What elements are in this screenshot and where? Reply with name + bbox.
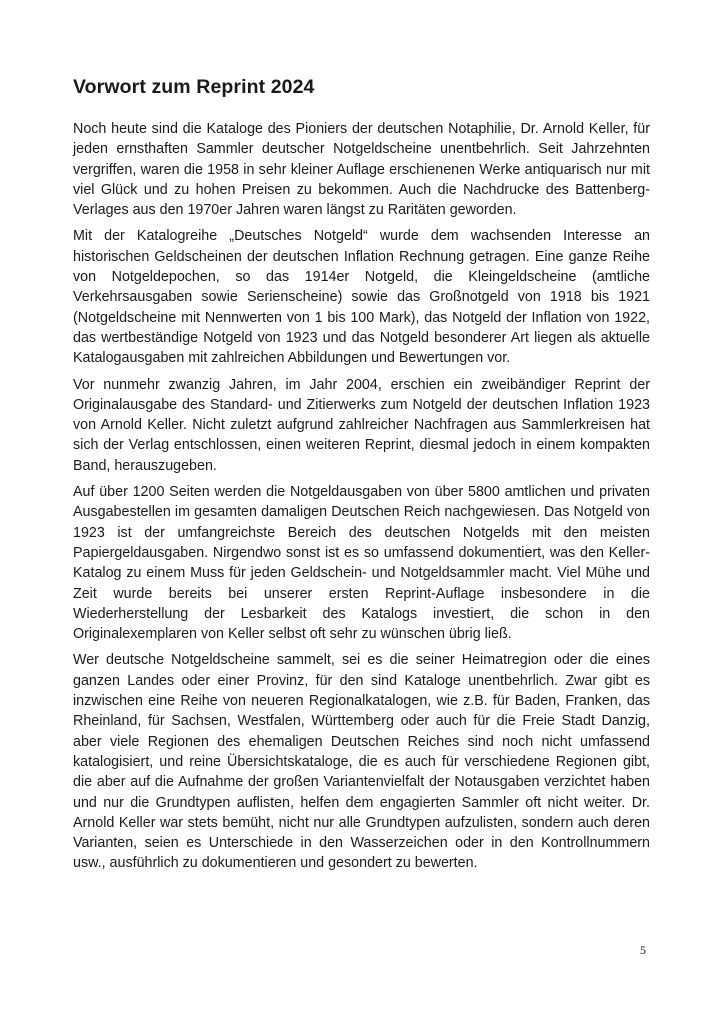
paragraph: Mit der Katalogreihe „Deutsches Notgeld“ wurde dem wachsenden Interesse an historischen Geldscheinen der deutschen Inflation Rechnung getragen. Eine ganze Reihe von Notgeldepochen, so das 1914er Notgeld, die Kleingeldscheine (amtliche Verkehrsausgaben sowie Serienscheine) sowie das Großnotgeld von 1918 bis 1921 (Notgeldscheine mit Nennwerten von 1 bis 100 Mark), das Notgeld der Inflation von 1922, das wertbeständige Notgeld von 1923 und das Notgeld besonderer Art liegen als aktuelle Katalogausgaben mit zahlreichen Abbildungen und Bewertungen vor. [73, 228, 650, 367]
paragraph: Noch heute sind die Kataloge des Pioniers der deutschen Notaphilie, Dr. Arnold Keller, für jeden ernsthaften Sammler deutscher Notgeldscheine unentbehrlich. Seit Jahrzehnten vergriffen, waren die 1958 in sehr kleiner Auflage erschienenen Werke antiquarisch nur mit viel Glück und zu hohen Preisen zu bekommen. Auch die Nachdrucke des Battenberg-Verlages aus den 1970er Jahren waren längst zu Raritäten geworden. [73, 121, 650, 219]
paragraph: Auf über 1200 Seiten werden die Notgeldausgaben von über 5800 amtlichen und privaten Ausgabestellen im gesamten damaligen Deutschen Reich nachgewiesen. Das Notgeld von 1923 ist der umfangreichste Bereich des deutschen Notgelds mit den meisten Papiergeldausgaben. Nirgendwo sonst ist es so umfassend dokumentiert, was den Keller-Katalog zu einem Muss für jeden Geldschein- und Notgeldsammler macht. Viel Mühe und Zeit wurde bereits bei unserer ersten Reprint-Auflage insbesondere in die Wiederherstellung der Lesbarkeit des Katalogs investiert, die schon in den Originalexemplaren von Keller selbst oft sehr zu wünschen übrig ließ. [73, 484, 650, 643]
body-text [73, 119, 650, 880]
page-number: 5 [640, 943, 646, 957]
paragraph: Wer deutsche Notgeldscheine sammelt, sei es die seiner Heimatregion oder die eines ganzen Landes oder einer Provinz, für den sind Kataloge unentbehrlich. Zwar gibt es inzwischen eine Reihe von neueren Regionalkatalogen, wie z.B. für Baden, Franken, das Rheinland, für Sachsen, Westfalen, Württemberg oder auch für die Freie Stadt Danzig, aber viele Regionen des ehemaligen Deutschen Reiches sind noch nicht umfassend katalogisiert, und reine Übersichtskataloge, die es auch für verschiedene Regionen gibt, die aber auf die Aufnahme der großen Variantenvielfalt der Notausgaben verzichtet haben und nur die Grundtypen auflisten, helfen dem engagierten Sammler oft nicht weiter. Dr. Arnold Keller war stets bemüht, nicht nur alle Grundtypen aufzulisten, sondern auch deren Varianten, seien es Unterschiede in den Wasserzeichen oder in den Kontrollnummern usw., ausführlich zu dokumentieren und gesondert zu bewerten. [73, 652, 650, 872]
page-title: Vorwort zum Reprint 2024 [73, 76, 315, 98]
paragraph: Vor nunmehr zwanzig Jahren, im Jahr 2004, erschien ein zweibändiger Reprint der Originalausgabe des Standard- und Zitierwerks zum Notgeld der deutschen Inflation 1923 von Arnold Keller. Nicht zuletzt aufgrund zahlreicher Nachfragen aus Sammlerkreisen hat sich der Verlag entschlossen, einen weiteren Reprint, diesmal jedoch in einem kompakten Band, herauszugeben. [73, 376, 650, 474]
